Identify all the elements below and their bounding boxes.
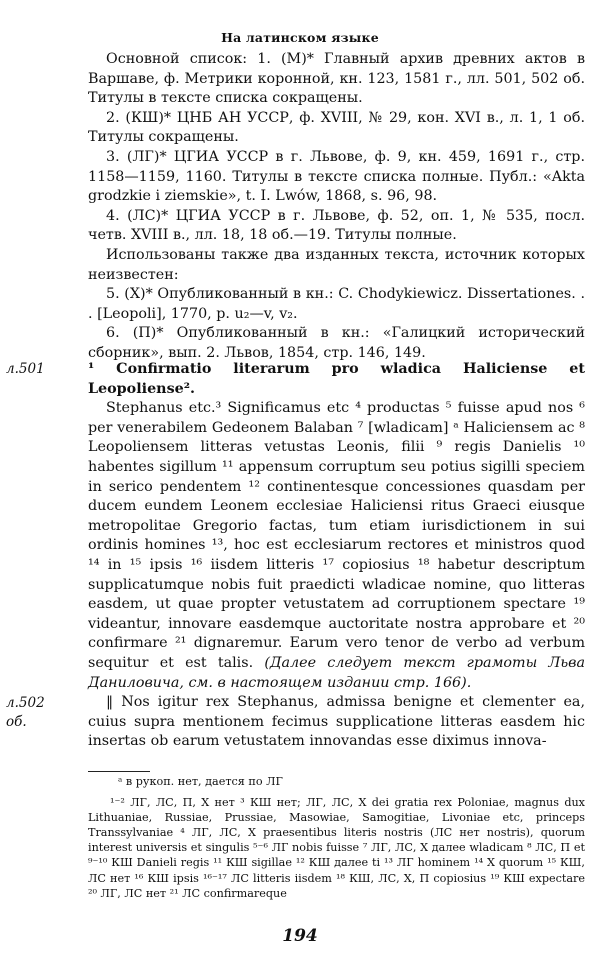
source-item: Основной список: 1. (М)* Главный архив древних актов в Варшаве, ф. Метрики коронной, кн. 123, 1581 г., лл. 501, 502 об. Титулы в тексте списка сокращены. xyxy=(88,51,585,107)
sources-list xyxy=(88,50,585,364)
charter-body xyxy=(88,399,585,693)
charter-text xyxy=(88,360,585,752)
charter-title: ¹ Confirmatio literarum pro wladica Haliciense et Leopoliense². xyxy=(88,361,585,397)
footnotes xyxy=(88,774,585,901)
margin-note-verso: об. xyxy=(6,714,27,730)
source-item: 2. (КШ)* ЦНБ АН УССР, ф. XVIII, № 29, кон. XVI в., л. 1, 1 об. Титулы сокращены. xyxy=(88,109,585,146)
source-item: 5. (X)* Опубликованный в кн.: C. Chodykiewicz. Dissertationes. . . [Leopoli], 1770, p. u₂—v, v₂. xyxy=(88,286,585,322)
footnote-letter: ᵃ в рукоп. нет, дается по ЛГ xyxy=(118,775,283,788)
charter-body-main: Stephanus etc.³ Significamus etc ⁴ productas ⁵ fuisse apud nos ⁶ per venerabilem Gedeonem Balaban ⁷ [wladicam] ᵃ Haliciensem ac ⁸ Leopoliensem litteras vetustas Leonis, filii ⁹ regis Danielis ¹⁰ habentes sigillum ¹¹ appensum corruptum seu potius sigilli speciem in serico pendentem ¹² continentesque concessiones quasdam per ducem eundem Leonem ecclesiae Haliciensi ritus Graeci eiusque metropolitae Gregorio factas, tum etiam iurisdictionem in sui ordinis homines ¹³, hoc est ecclesiarum rectores et ministros quod ¹⁴ in ¹⁵ ipsis ¹⁶ iisdem litteris ¹⁷ copiosius ¹⁸ habetur descriptum supplicatumque nobis fuit praedicti wladicae nomine, quo litteras easdem, ut quae propter vetustatem ad corruptionem spectare ¹⁹ videantur, innovare easdemque auctoritate nostra approbare et ²⁰ confirmare ²¹ dignaremur. Earum vero tenor de verbo ad verbum sequitur et est talis. xyxy=(88,400,585,671)
charter-continuation: ‖ Nos igitur rex Stephanus, admissa benigne et clementer ea, cuius supra mentionem fecimus supplicatione litteras easdem hic insertas ob earum vetustatem innovandas esse diximus innova- xyxy=(88,694,585,750)
page-heading: На латинском языке xyxy=(221,30,379,45)
source-item: 4. (ЛС)* ЦГИА УССР в г. Львове, ф. 52, оп. 1, № 535, посл. четв. XVIII в., лл. 18, 18 об.—19. Титулы полные. xyxy=(88,207,585,244)
charter-editorial-note: (Далее следует текст грамоты Льва Даниловича, см. в настоящем издании стр. 166). xyxy=(88,654,585,691)
margin-note-folio-502: л.502 xyxy=(6,695,45,711)
source-item: 6. (П)* Опубликованный в кн.: «Галицкий исторический сборник», вып. 2. Львов, 1854, стр. 146, 149. xyxy=(88,325,585,361)
margin-note-folio-501: л.501 xyxy=(6,361,45,377)
source-note: Использованы также два изданных текста, источник которых неизвестен: xyxy=(88,246,585,283)
page-number: 194 xyxy=(282,926,318,946)
source-item: 3. (ЛГ)* ЦГИА УССР в г. Львове, ф. 9, кн. 459, 1691 г., стр. 1158—1159, 1160. Титулы в тексте списка полные. Публ.: «Akta grodzkie i ziemskie», t. I. Lwów, 1868, s. 96, 98. xyxy=(88,148,585,205)
footnote-numbered: ¹⁻² ЛГ, ЛС, П, X нет ³ КШ нет; ЛГ, ЛС, X dei gratia rex Poloniae, magnus dux Lithuaniae, Russiae, Prussiae, Masowiae, Samogitiae, Livoniae etc, princeps Transsylvaniae ⁴ ЛГ, ЛС, X praesentibus literis nostris (ЛС нет nostris), quorum interest universis et singulis ⁵⁻⁶ ЛГ nobis fuisse ⁷ ЛГ, ЛС, X далее wladicam ⁸ ЛС, П et ⁹⁻¹⁰ КШ Danieli regis ¹¹ КШ sigillae ¹² КШ далее ti ¹³ ЛГ hominem ¹⁴ X quorum ¹⁵ КШ, ЛС нет ¹⁶ КШ ipsis ¹⁶⁻¹⁷ ЛС litteris iisdem ¹⁸ КШ, ЛС, X, П copiosius ¹⁹ КШ expectare ²⁰ ЛГ, ЛС нет ²¹ ЛС confirmareque xyxy=(88,796,585,900)
footnote-divider xyxy=(88,771,150,772)
